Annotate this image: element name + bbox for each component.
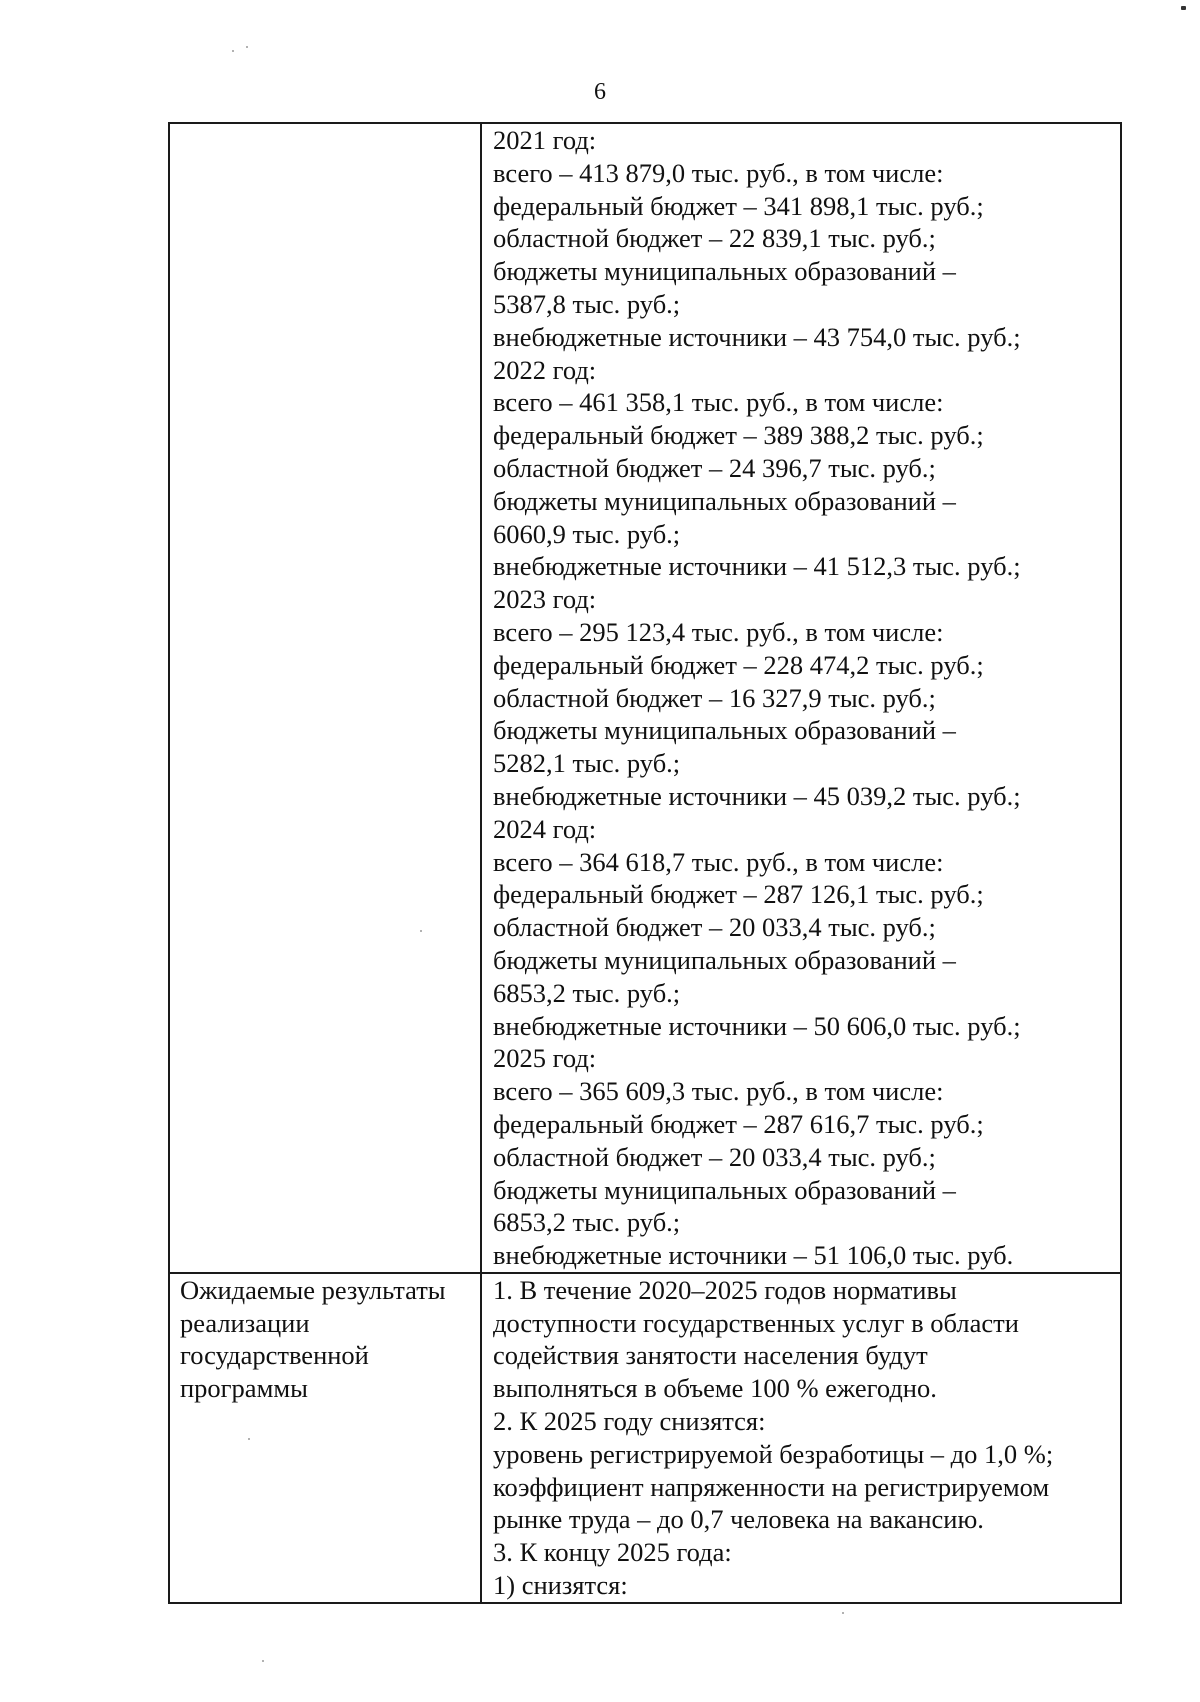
funding-line: 2022 год:	[493, 354, 597, 385]
funding-line: 2025 год:	[493, 1043, 597, 1074]
funding-line: областной бюджет – 16 327,9 тыс. руб.;	[493, 682, 936, 713]
results-line: 3. К концу 2025 года:	[493, 1537, 732, 1568]
funding-line: 6060,9 тыс. руб.;	[493, 518, 681, 549]
row-label-line: реализации	[180, 1307, 310, 1338]
funding-line: внебюджетные источники – 50 606,0 тыс. руб.;	[493, 1010, 1021, 1041]
funding-line: всего – 461 358,1 тыс. руб., в том числе:	[493, 387, 944, 418]
expected-results-label-cell	[169, 1273, 481, 1603]
row-label-cell	[169, 123, 481, 1273]
funding-line: областной бюджет – 24 396,7 тыс. руб.;	[493, 452, 936, 483]
funding-line: 2023 год:	[493, 584, 597, 615]
funding-line: бюджеты муниципальных образований –	[493, 485, 956, 516]
funding-line: всего – 364 618,7 тыс. руб., в том числе:	[493, 846, 944, 877]
funding-line: бюджеты муниципальных образований –	[493, 1174, 956, 1205]
results-line: 2. К 2025 году снизятся:	[493, 1406, 766, 1437]
scan-speck	[232, 50, 234, 52]
funding-line: бюджеты муниципальных образований –	[493, 715, 956, 746]
funding-line: 5282,1 тыс. руб.;	[493, 748, 681, 779]
funding-line: областной бюджет – 20 033,4 тыс. руб.;	[493, 912, 936, 943]
funding-line: внебюджетные источники – 43 754,0 тыс. руб.;	[493, 321, 1021, 352]
scan-speck	[262, 1660, 264, 1662]
table-row-funding	[169, 123, 1121, 1273]
funding-line: федеральный бюджет – 341 898,1 тыс. руб.;	[493, 190, 984, 221]
results-line: рынке труда – до 0,7 человека на вакансию.	[493, 1504, 984, 1535]
results-line: уровень регистрируемой безработицы – до 1,0 %;	[493, 1438, 1054, 1469]
scan-speck	[248, 1438, 250, 1440]
funding-line: федеральный бюджет – 228 474,2 тыс. руб.;	[493, 649, 984, 680]
results-line: коэффициент напряженности на регистрируемом	[493, 1471, 1050, 1502]
funding-line: 6853,2 тыс. руб.;	[493, 977, 681, 1008]
funding-line: областной бюджет – 22 839,1 тыс. руб.;	[493, 223, 936, 254]
funding-line: федеральный бюджет – 389 388,2 тыс. руб.;	[493, 420, 984, 451]
results-line: 1) снизятся:	[493, 1570, 628, 1601]
table-row-expected-results	[169, 1273, 1121, 1603]
funding-line: областной бюджет – 20 033,4 тыс. руб.;	[493, 1141, 936, 1172]
results-line: выполняться в объеме 100 % ежегодно.	[493, 1373, 937, 1404]
scan-speck	[1181, 6, 1186, 10]
results-line: содействия занятости населения будут	[493, 1340, 928, 1371]
funding-line: 2021 год:	[493, 125, 597, 155]
funding-line: 5387,8 тыс. руб.;	[493, 288, 681, 319]
funding-line: федеральный бюджет – 287 616,7 тыс. руб.;	[493, 1108, 984, 1139]
expected-results-content-cell	[481, 1273, 1121, 1603]
passport-table	[168, 122, 1122, 1604]
row-label-line: программы	[180, 1373, 308, 1404]
funding-line: 2024 год:	[493, 813, 597, 844]
row-label-line: Ожидаемые результаты	[180, 1274, 446, 1305]
funding-line: внебюджетные источники – 41 512,3 тыс. руб.;	[493, 551, 1021, 582]
funding-line: 6853,2 тыс. руб.;	[493, 1207, 681, 1238]
funding-line: всего – 365 609,3 тыс. руб., в том числе:	[493, 1076, 944, 1107]
page-number: 6	[594, 79, 606, 105]
funding-line: внебюджетные источники – 45 039,2 тыс. руб.;	[493, 780, 1021, 811]
funding-line: бюджеты муниципальных образований –	[493, 944, 956, 975]
funding-line: всего – 413 879,0 тыс. руб., в том числе:	[493, 157, 944, 188]
results-line: 1. В течение 2020–2025 годов нормативы	[493, 1274, 957, 1305]
row-label-line: государственной	[180, 1340, 369, 1371]
scan-speck	[246, 46, 248, 48]
results-line: доступности государственных услуг в области	[493, 1307, 1019, 1338]
scan-speck	[420, 930, 422, 932]
funding-line: федеральный бюджет – 287 126,1 тыс. руб.;	[493, 879, 984, 910]
scan-speck	[842, 1612, 844, 1614]
funding-line: всего – 295 123,4 тыс. руб., в том числе:	[493, 616, 944, 647]
funding-line: бюджеты муниципальных образований –	[493, 256, 956, 287]
funding-content-cell	[481, 123, 1121, 1273]
funding-line: внебюджетные источники – 51 106,0 тыс. руб.	[493, 1240, 1014, 1271]
